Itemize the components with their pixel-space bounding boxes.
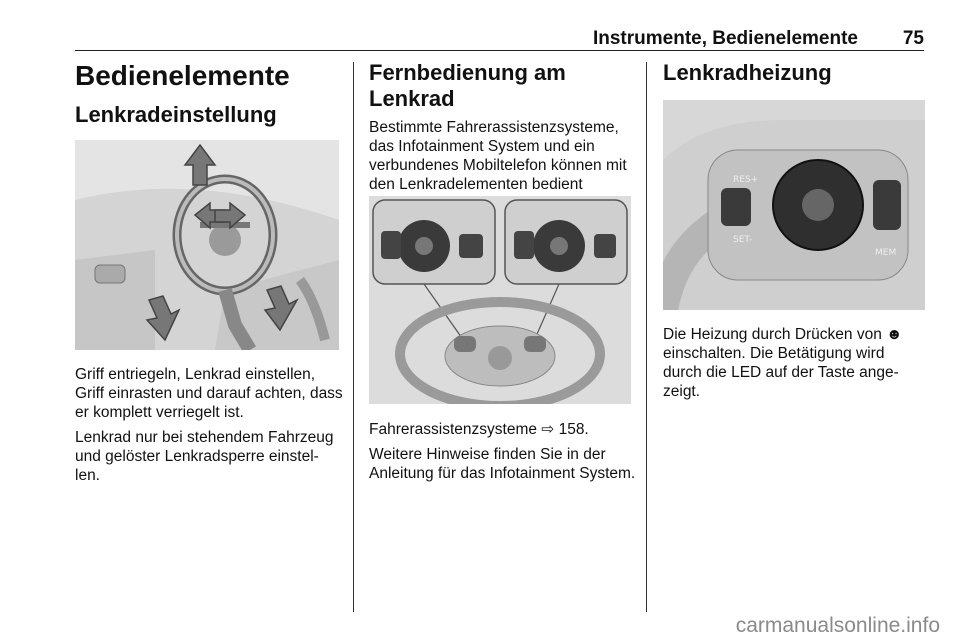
- column-1-text: [75, 365, 343, 485]
- main-heading: Bedienelemente: [75, 60, 290, 91]
- heating-instructions: Die Heizung durch Drücken von ☻ einschalten. Die Betätigung wird durch die LED auf der Taste ange-zeigt.: [663, 326, 903, 400]
- steering-heating-illustration: [663, 100, 925, 310]
- column-1: [75, 60, 340, 128]
- sub-heading: Lenkradeinstellung: [75, 102, 277, 127]
- assistance-systems-ref: Fahrerassistenzsysteme ⇨ 158.: [369, 421, 589, 438]
- column-2: [369, 60, 639, 213]
- adjust-instructions: Griff entriegeln, Lenkrad einstellen, Griff einrasten und darauf achten, dass er komplett verriegelt ist.: [75, 366, 343, 421]
- mem-label: MEM: [875, 248, 897, 258]
- steering-adjust-illustration: [75, 140, 339, 350]
- res-label: RES+: [733, 175, 759, 185]
- remote-control-heading: Fernbedienung am Lenkrad: [369, 60, 566, 111]
- section-title: Instrumente, Bedienelemente: [592, 28, 858, 49]
- steering-heating-heading: Lenkradheizung: [663, 60, 832, 85]
- page-header: [75, 28, 924, 52]
- header-rule: [75, 50, 924, 51]
- watermark: carmanualsonline.info: [735, 614, 940, 637]
- column-3: [663, 60, 925, 86]
- column-divider-2: [646, 62, 647, 612]
- column-3-text: [663, 325, 925, 401]
- page-number: 75: [902, 28, 924, 49]
- infotainment-note: Weitere Hinweise finden Sie in der Anleitung für das Infotainment System.: [369, 446, 636, 482]
- steering-wheel-controls-illustration: [369, 196, 631, 404]
- column-divider-1: [353, 62, 354, 612]
- column-2-text: [369, 420, 639, 483]
- set-label: SET-: [733, 235, 753, 245]
- remote-control-intro: Bestimmte Fahrerassistenzsysteme, das Infotainment System und ein verbundenes Mobiltelefon können mit den Lenkradelementen bedient: [369, 119, 627, 193]
- adjust-warning: Lenkrad nur bei stehendem Fahrzeug und gelöster Lenkradsperre einstel-len.: [75, 429, 334, 484]
